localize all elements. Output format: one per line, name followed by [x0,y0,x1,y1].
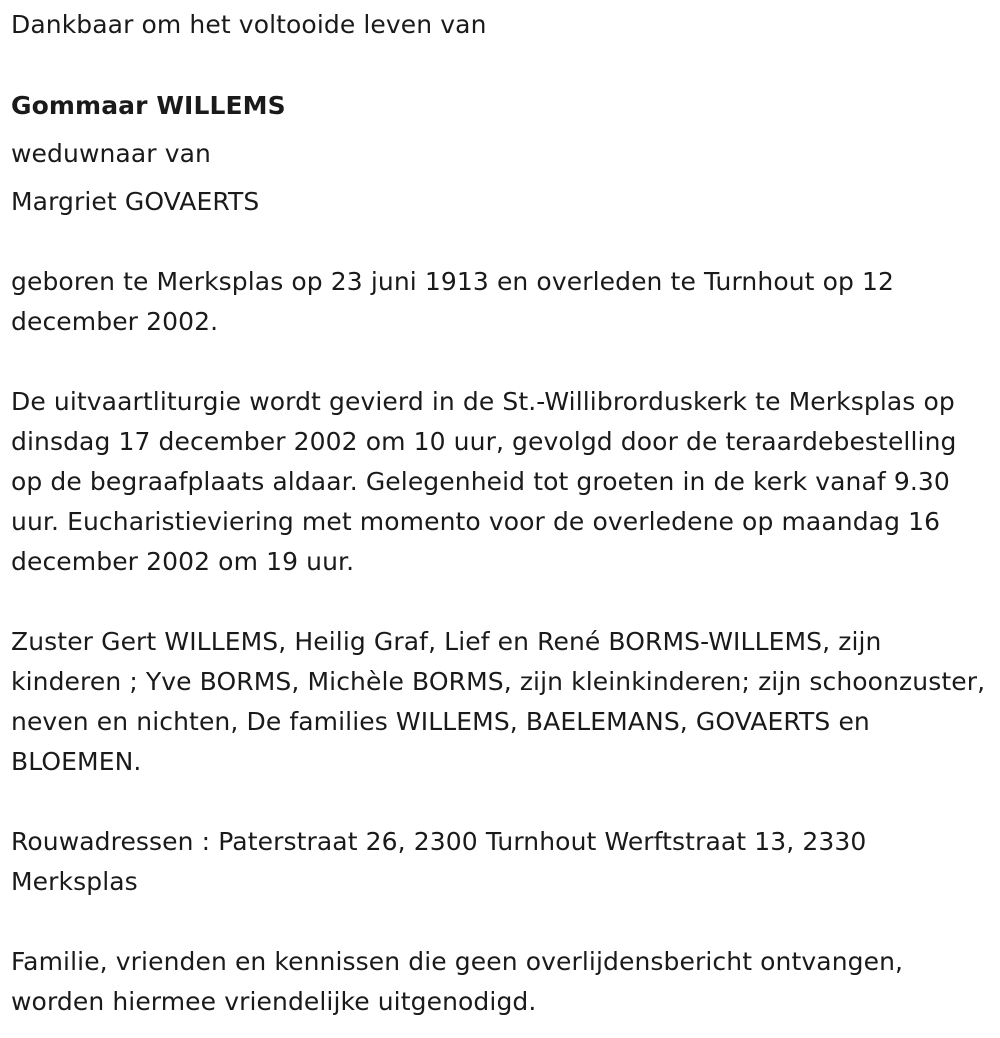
invitation-paragraph: Familie, vrienden en kennissen die geen overlijdensbericht ontvangen, worden hiermee vriendelijke uitgenodigd. [11,947,904,1016]
deceased-name: Gommaar WILLEMS [11,91,286,120]
spouse-name: Margriet GOVAERTS [11,187,260,216]
funeral-paragraph: De uitvaartliturgie wordt gevierd in de St.-Willibrorduskerk te Merksplas op dinsdag 17 december 2002 om 10 uur, gevolgd door de teraardebestelling op de begraafplaats aldaar. Gelegenheid tot groeten in de kerk vanaf 9.30 uur. Eucharistieviering met momento voor de overledene op maandag 16 december 2002 om 19 uur. [11,387,957,576]
relation-text: weduwnaar van [11,139,211,168]
intro-text: Dankbaar om het voltooide leven van [11,10,487,39]
family-paragraph: Zuster Gert WILLEMS, Heilig Graf, Lief en René BORMS-WILLEMS, zijn kinderen ; Yve BORMS, Michèle BORMS, zijn kleinkinderen; zijn schoonzuster, neven en nichten, De families WILLEMS, BAELEMANS, GOVAERTS en BLOEMEN. [11,627,986,776]
birth-death-paragraph: geboren te Merksplas op 23 juni 1913 en overleden te Turnhout op 12 december 2002. [11,267,895,336]
addresses-paragraph: Rouwadressen : Paterstraat 26, 2300 Turnhout Werftstraat 13, 2330 Merksplas [11,827,867,896]
